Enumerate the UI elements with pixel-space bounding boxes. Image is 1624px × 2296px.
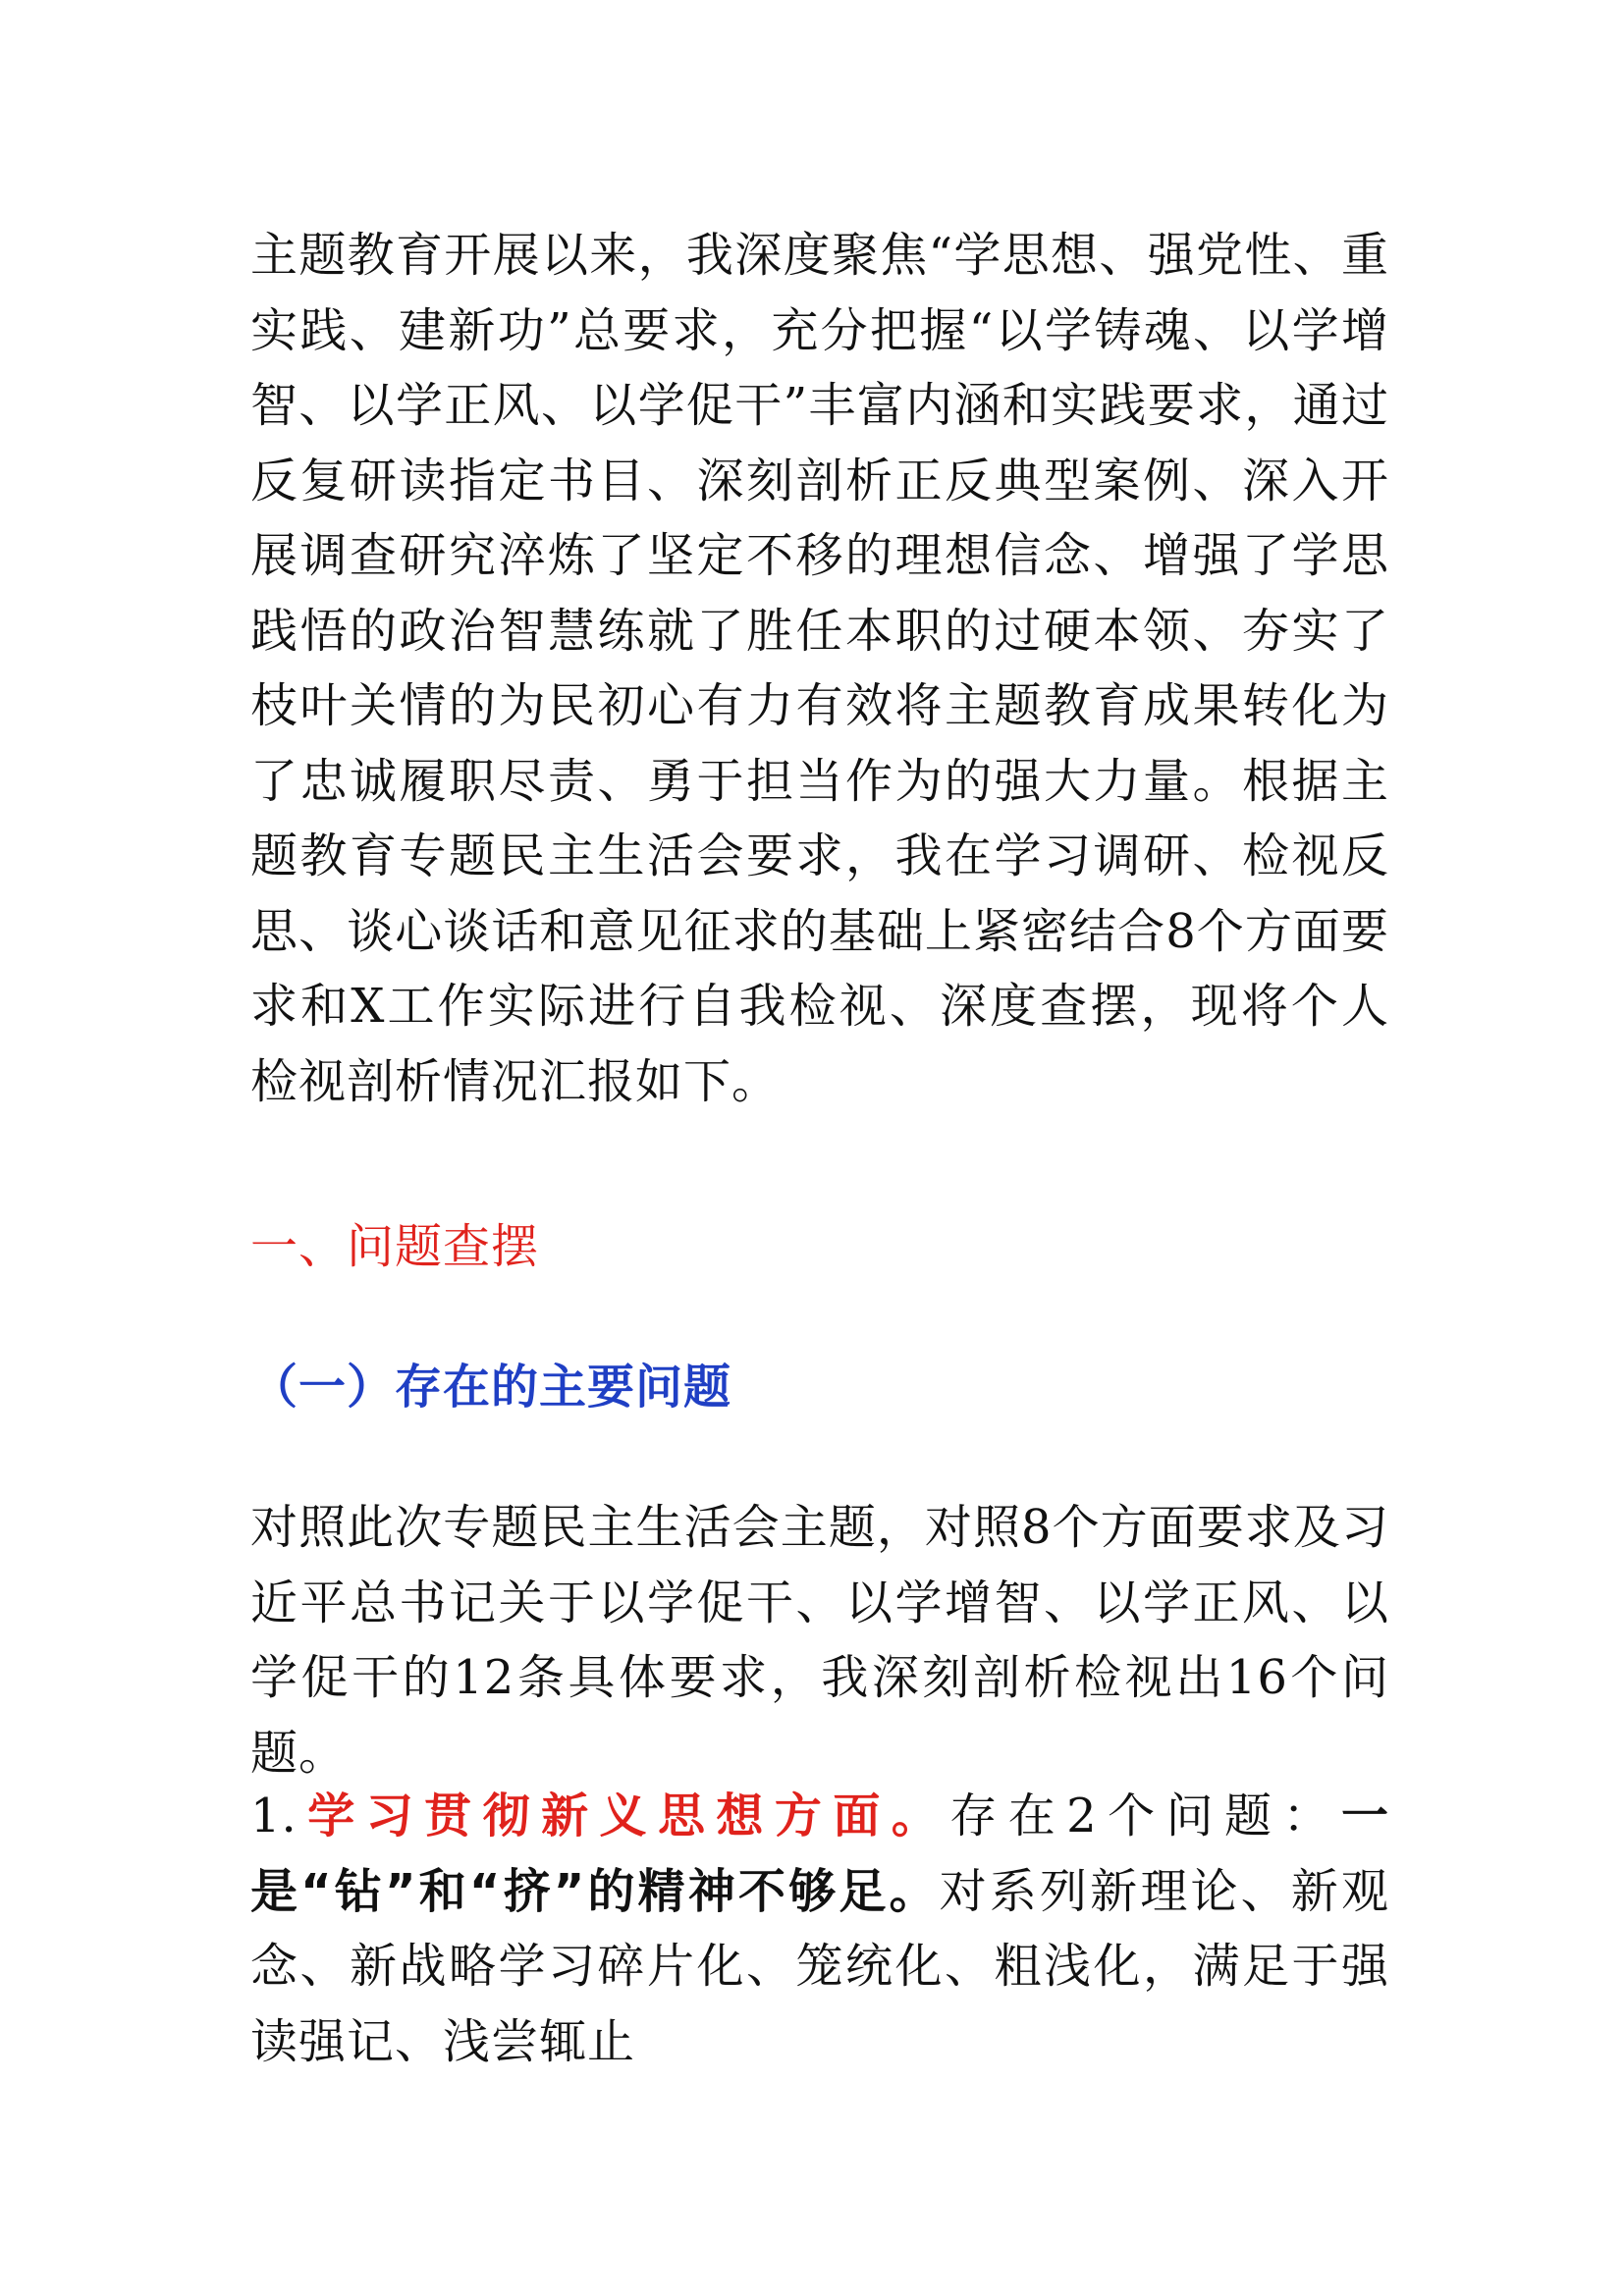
subsection-heading: （一）存在的主要问题	[250, 1360, 732, 1415]
item-1-title: 学习贯彻新义思想方面。	[297, 1789, 950, 1843]
section-heading: 一、问题查摆	[250, 1219, 540, 1274]
overview-paragraph: 对照此次专题民主生活会主题，对照8个方面要求及习近平总书记关于以学促干、以学增智、以学正风、以学促干的12条具体要求，我深刻剖析检视出16个问题。	[250, 1500, 1389, 1781]
item-1-body: 对系列新理论、新观念、新战略学习碎片化、笼统化、粗浅化，满足于强读强记、浅尝辄止	[250, 1863, 1389, 2069]
item-1-lead: 存在2个问题：	[949, 1789, 1341, 1843]
item-1-paragraph	[250, 1779, 1389, 2079]
intro-paragraph: 主题教育开展以来，我深度聚焦“学思想、强党性、重实践、建新功”总要求，充分把握“以学铸魂、以学增智、以学正风、以学促干”丰富内涵和实践要求，通过反复研读指定书目、深刻剖析正反典型案例、深入开展调查研究淬炼了坚定不移的理想信念、增强了学思践悟的政治智慧练就了胜任本职的过硬本领、夯实了枝叶关情的为民初心有力有效将主题教育成果转化为了忠诚履职尽责、勇于担当作为的强大力量。根据主题教育专题民主生活会要求，我在学习调研、检视反思、谈心谈话和意见征求的基础上紧密结合8个方面要求和X工作实际进行自我检视、深度查摆，现将个人检视剖析情况汇报如下。	[250, 228, 1389, 1109]
item-1-number: 1.	[250, 1789, 298, 1843]
item-1-point-title: 一是“钻”和“挤”的精神不够足。	[250, 1789, 1389, 1919]
